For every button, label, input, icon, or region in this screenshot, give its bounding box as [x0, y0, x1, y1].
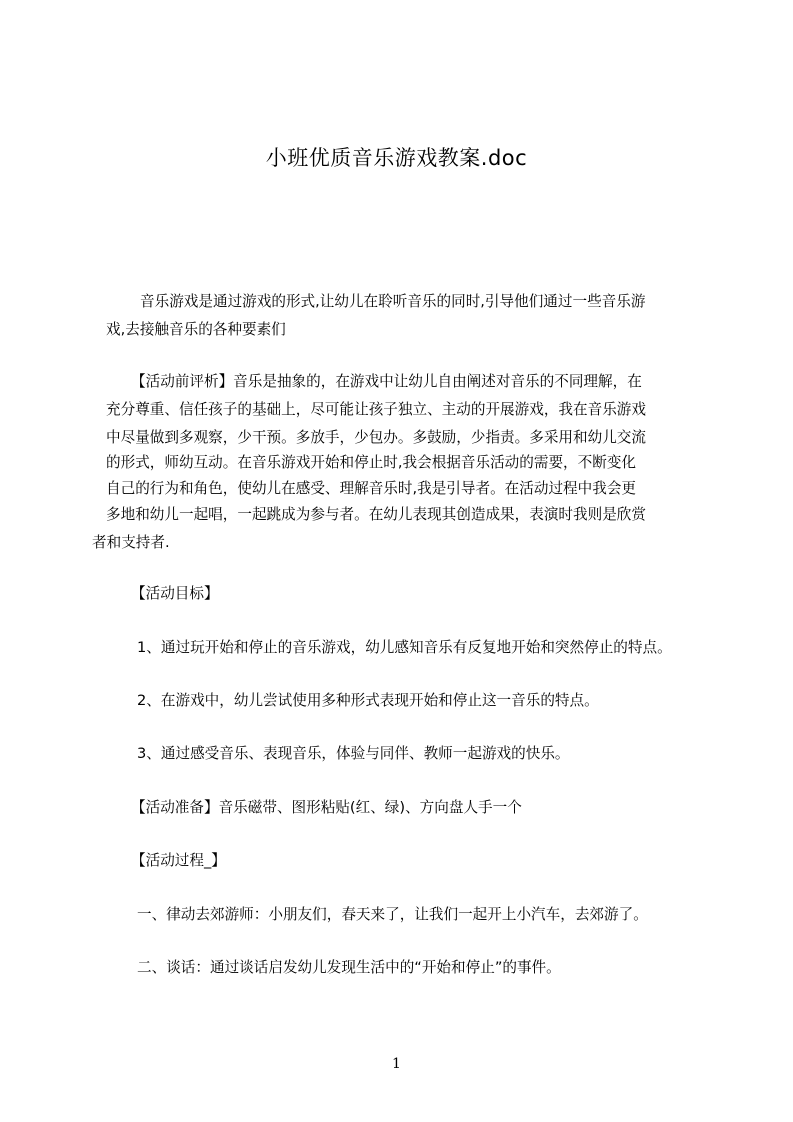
page-number: 1: [392, 1056, 401, 1072]
intro-line-1: 音乐游戏是通过游戏的形式,让幼儿在聆听音乐的同时,引导他们通过一些音乐游: [140, 293, 646, 310]
process-heading: 【活动过程_】: [131, 852, 226, 869]
analysis-line-4: 的形式，师幼互动。在音乐游戏开始和停止时,我会根据音乐活动的需要，不断变化: [106, 454, 637, 471]
process-step: 二、谈话：通过谈话启发幼儿发现生活中的“开始和停止”的事件。: [137, 959, 561, 976]
analysis-line-2: 充分尊重、信任孩子的基础上，尽可能让孩子独立、主动的开展游戏，我在音乐游戏: [106, 401, 646, 418]
goal-item: 3、通过感受音乐、表现音乐，体验与同伴、教师一起游戏的快乐。: [137, 745, 570, 762]
analysis-line-5: 自己的行为和角色，使幼儿在感受、理解音乐时,我是引导者。在活动过程中我会更: [106, 480, 637, 497]
analysis-line-3: 中尽量做到多观察，少干预。多放手，少包办。多鼓励，少指责。多采用和幼儿交流: [106, 429, 646, 446]
intro-line-2: 戏,去接触音乐的各种要素们: [106, 321, 286, 338]
goal-item: 1、通过玩开始和停止的音乐游戏，幼儿感知音乐有反复地开始和突然停止的特点。: [137, 639, 672, 656]
process-step: 一、律动去郊游师：小朋友们，春天来了，让我们一起开上小汽车，去郊游了。: [137, 906, 648, 923]
analysis-line-7: 者和支持者.: [92, 534, 170, 551]
preparation-line: 【活动准备】音乐磁带、图形粘贴(红、绿)、方向盘人手一个: [131, 799, 522, 816]
goals-heading: 【活动目标】: [131, 585, 219, 602]
analysis-line-1: 【活动前评析】音乐是抽象的，在游戏中让幼儿自由阐述对音乐的不同理解，在: [131, 373, 642, 390]
goal-item: 2、在游戏中，幼儿尝试使用多种形式表现开始和停止这一音乐的特点。: [137, 692, 599, 709]
analysis-line-6: 多地和幼儿一起唱，一起跳成为参与者。在幼儿表现其创造成果，表演时我则是欣赏: [106, 506, 646, 523]
document-title: 小班优质音乐游戏教案.doc: [265, 146, 528, 170]
